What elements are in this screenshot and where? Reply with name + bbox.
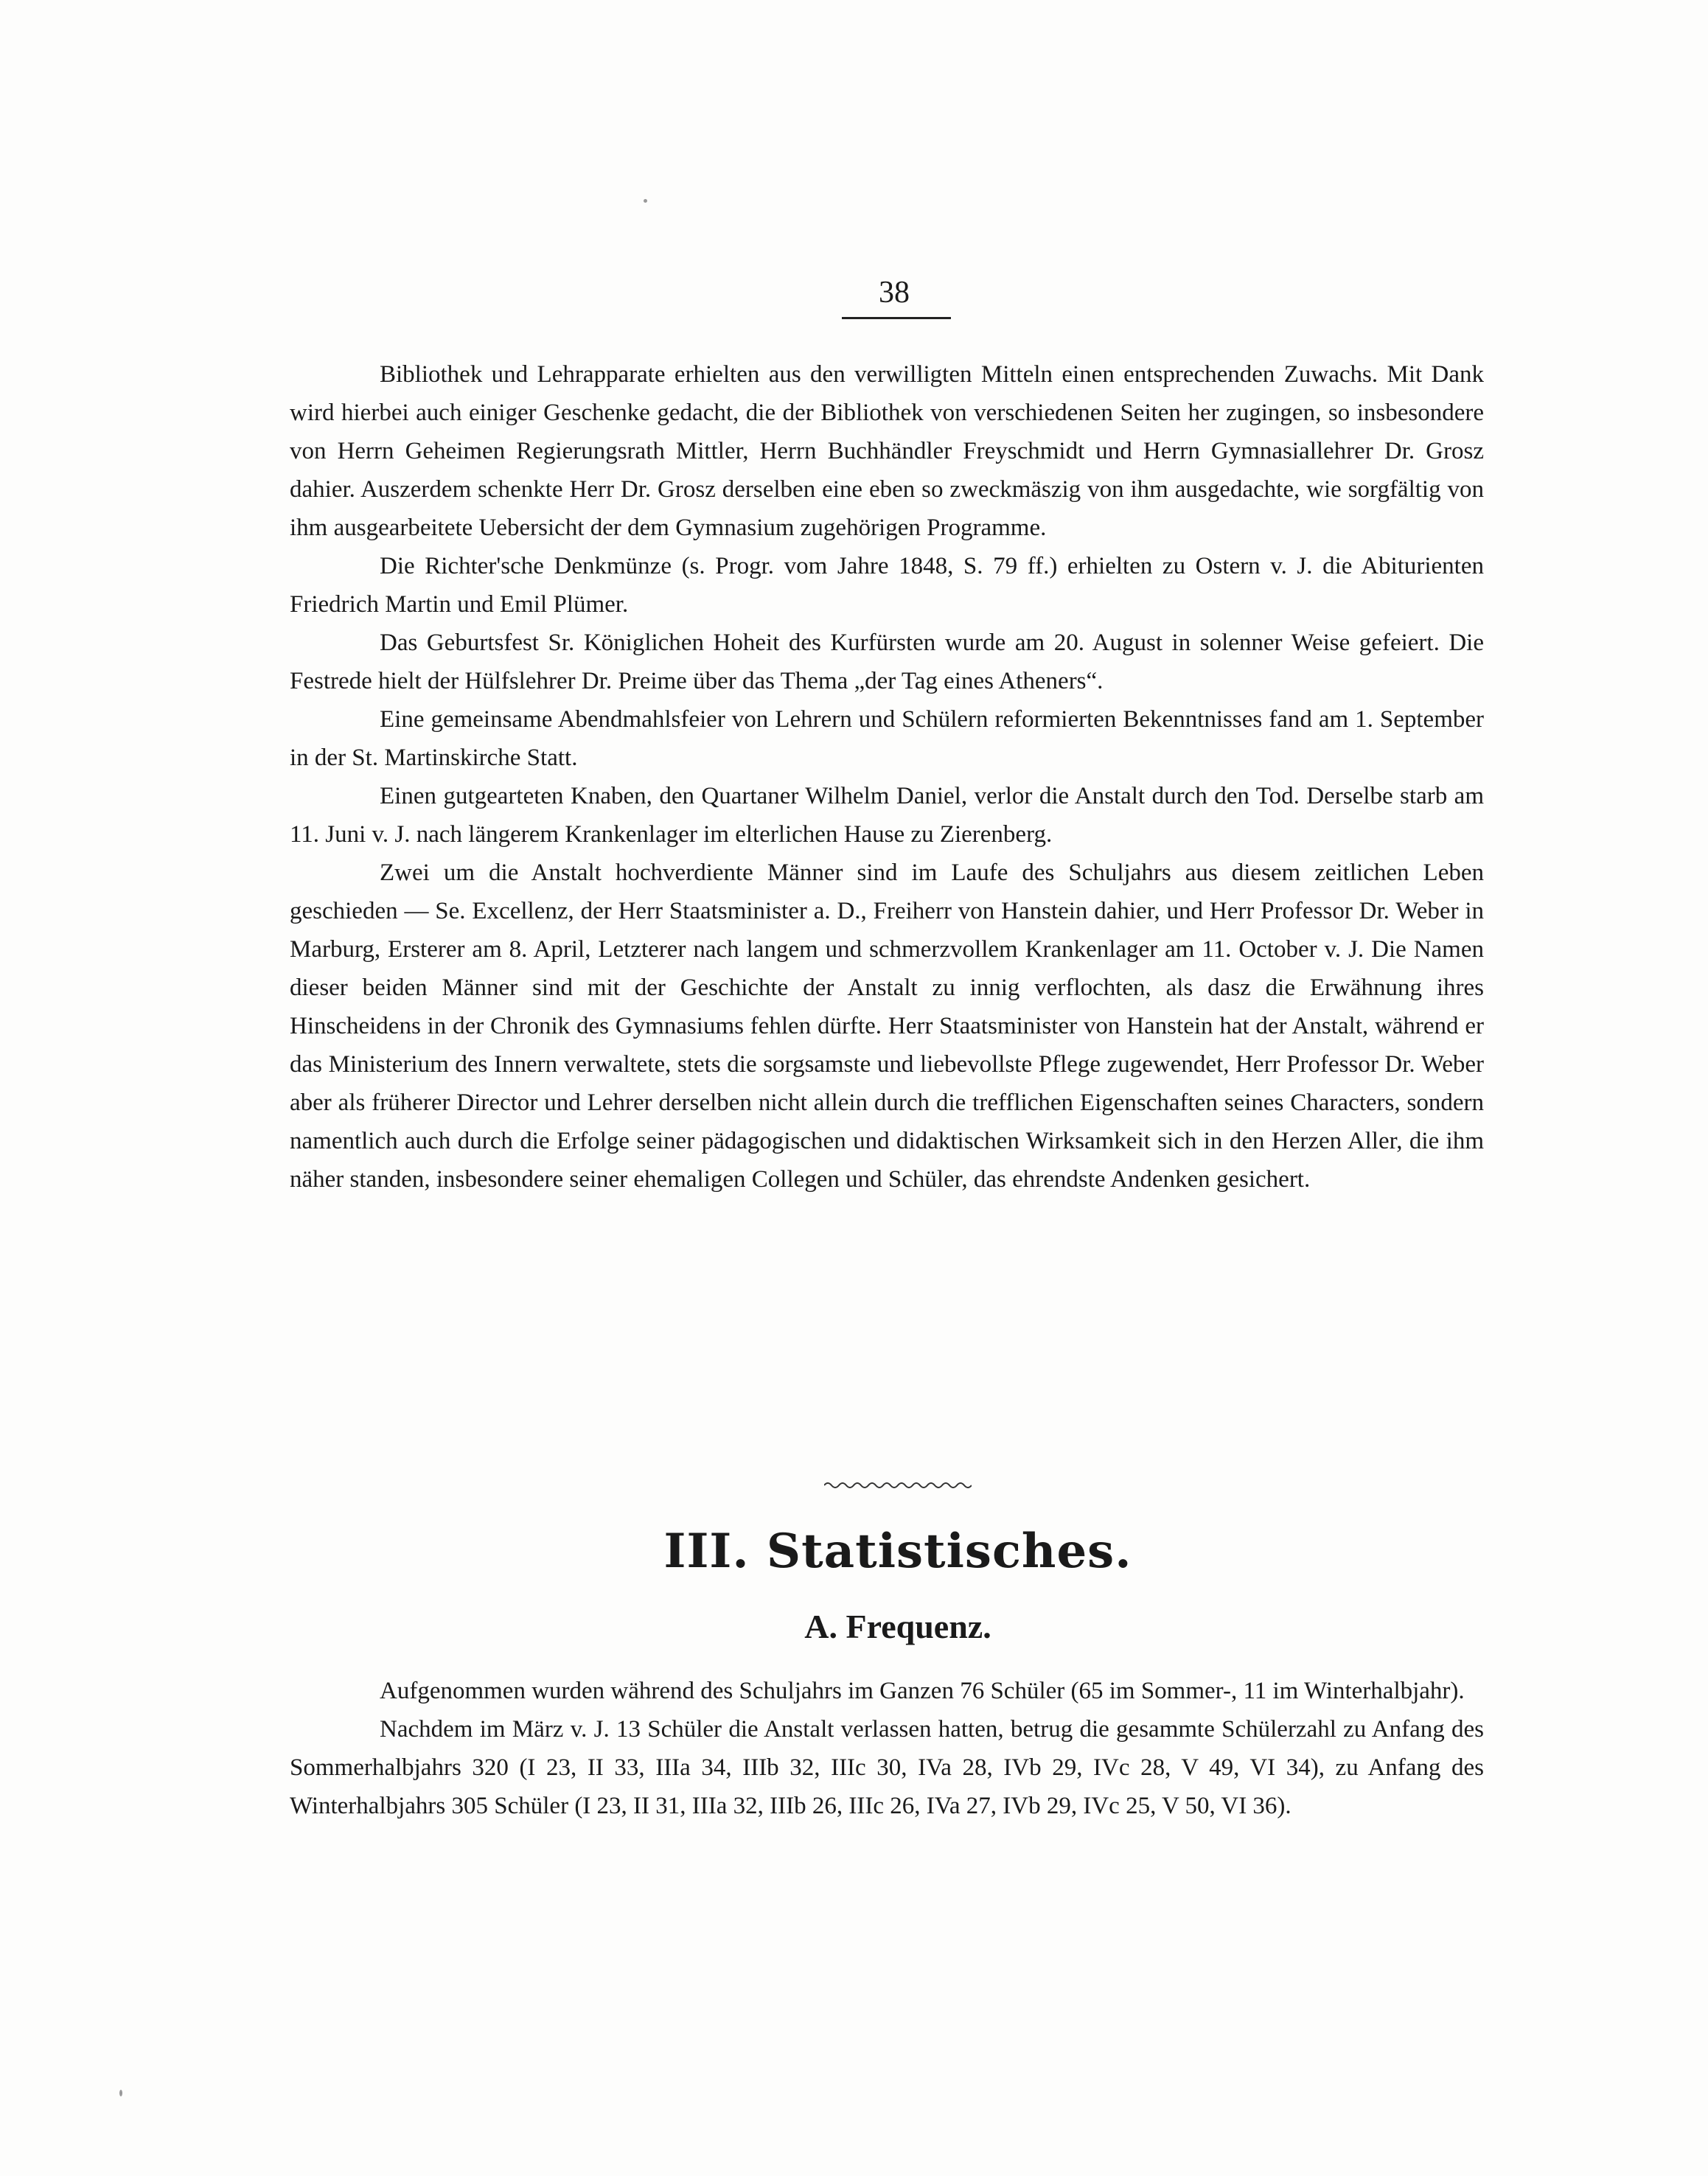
frequency-text (290, 1672, 1484, 1825)
section-title: III. Statistisches. (663, 1524, 1132, 1579)
paragraph-medal: Die Richter'sche Denkmünze (s. Progr. vom Jahre 1848, S. 79 ff.) erhielten zu Ostern v. J. die Abiturienten Friedrich Martin und Emil Plümer. (290, 553, 1484, 618)
chronicle-text (290, 355, 1484, 1199)
paper-speck (644, 199, 647, 203)
paragraph-enrollment: Nachdem im März v. J. 13 Schüler die Anstalt verlassen hatten, betrug die gesammte Schülerzahl zu Anfang des Sommerhalbjahrs 320 (I 23, II 33, IIIa 34, IIIb 32, IIIc 30, IVa 28, IVb 29, IVc 28, V 49, VI 34), zu Anfang des Winterhalbjahrs 305 Schüler (I 23, II 31, IIIa 32, IIIb 26, IIIc 26, IVa 27, IVb 29, IVc 25, V 50, VI 36). (290, 1716, 1484, 1819)
paragraph-communion: Eine gemeinsame Abendmahlsfeier von Lehrern und Schülern reformierten Bekenntnisses fand am 1. September in der St. Martinskirche Statt. (290, 706, 1484, 771)
subsection-title: A. Frequenz. (804, 1608, 991, 1645)
paragraph-library: Bibliothek und Lehrapparate erhielten aus den verwilligten Mitteln einen entsprechenden Zuwachs. Mit Dank wird hierbei auch einiger Geschenke gedacht, die der Bibliothek von verschiedenen Seiten her zugingen, so insbesondere von Herrn Geheimen Regierungsrath Mittler, Herrn Buchhändler Freyschmidt und Herrn Gymnasiallehrer Dr. Grosz dahier. Auszerdem schenkte Herr Dr. Grosz derselben eine eben so zweckmäszig von ihm ausgedachte, wie sorgfältig von ihm ausgearbeitete Uebersicht der dem Gymnasium zugehörigen Programme. (290, 361, 1484, 541)
page-number: 38 (879, 276, 910, 310)
wavy-divider (824, 1478, 972, 1493)
page-number-rule (842, 317, 951, 319)
paragraph-birthday: Das Geburtsfest Sr. Königlichen Hoheit des Kurfürsten wurde am 20. August in solenner Weise gefeiert. Die Festrede hielt der Hülfslehrer Dr. Preime über das Thema „der Tag eines Atheners“. (290, 630, 1484, 694)
paragraph-death-student: Einen gutgearteten Knaben, den Quartaner Wilhelm Daniel, verlor die Anstalt durch den Tod. Derselbe starb am 11. Juni v. J. nach längerem Krankenlager im elterlichen Hause zu Zierenberg. (290, 783, 1484, 848)
paper-speck (119, 2090, 122, 2096)
paragraph-admissions: Aufgenommen wurden während des Schuljahrs im Ganzen 76 Schüler (65 im Sommer-, 11 im Winterhalbjahr). (380, 1678, 1465, 1704)
paragraph-deaths-notables: Zwei um die Anstalt hochverdiente Männer sind im Laufe des Schuljahrs aus diesem zeitlichen Leben geschieden — Se. Excellenz, der Herr Staatsminister a. D., Freiherr von Hanstein dahier, und Herr Professor Dr. Weber in Marburg, Ersterer am 8. April, Letzterer nach langem und schmerzvollem Krankenlager am 11. October v. J. Die Namen dieser beiden Männer sind mit der Geschichte der Anstalt zu innig verflochten, als dasz die Erwähnung ihres Hinscheidens in der Chronik des Gymnasiums fehlen dürfte. Herr Staatsminister von Hanstein hat der Anstalt, während er das Ministerium des Innern verwaltete, stets die sorgsamste und liebevollste Pflege zugewendet, Herr Professor Dr. Weber aber als früherer Director und Lehrer derselben nicht allein durch die trefflichen Eigenschaften seines Characters, sondern namentlich auch durch die Erfolge seiner pädagogischen und didaktischen Wirksamkeit sich in den Herzen Aller, die ihm näher standen, insbesondere seiner ehemaligen Collegen und Schüler, das ehrendste Andenken gesichert. (290, 859, 1484, 1193)
